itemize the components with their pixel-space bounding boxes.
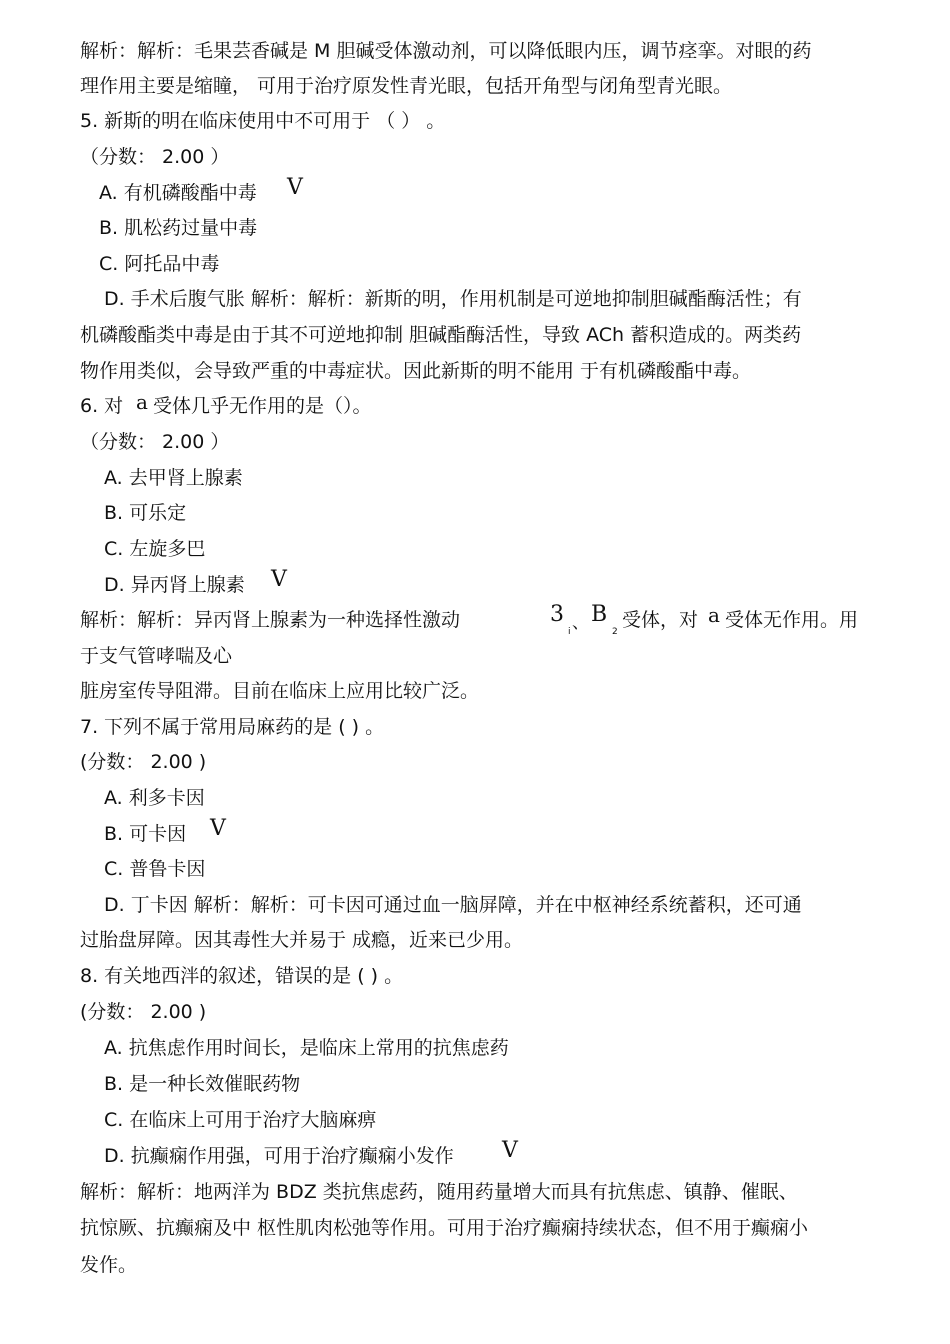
q4-analysis-line-1: 解析：解析：毛果芸香碱是 M 胆碱受体激动剂，可以降低眼内压，调节痉挛。对眼的药 — [80, 40, 812, 62]
q7-correct-mark: V — [210, 816, 226, 841]
q6-analysis-line-3: 脏房室传导阻滞。目前在临床上应用比较广泛。 — [80, 680, 480, 702]
q6-option-c: C. 左旋多巴 — [104, 538, 206, 560]
q6-option-b: B. 可乐定 — [104, 502, 187, 524]
q7-option-d-analysis-line-1: D. 丁卡因 解析：解析：可卡因可通过血一脑屏障，并在中枢神经系统蓄积，还可通 — [104, 894, 802, 916]
q6-analysis-line-1-prefix: 解析：解析：异丙肾上腺素为一种选择性激动 — [80, 609, 461, 631]
q5-correct-mark: V — [287, 175, 303, 200]
q5-option-d-analysis-line-1: D. 手术后腹气胀 解析：解析：新斯的明，作用机制是可逆地抑制胆碱酯酶活性；有 — [104, 288, 802, 310]
q6-score: （分数： 2.00 ） — [80, 431, 230, 453]
q6-correct-mark: V — [271, 567, 287, 592]
q8-option-a: A. 抗焦虑作用时间长，是临床上常用的抗焦虑药 — [104, 1037, 509, 1059]
q6-analysis-line-1-mid: 受体，对 — [622, 609, 699, 631]
q7-analysis-line-2: 过胎盘屏障。因其毒性大并易于 成瘾，近来已少用。 — [80, 929, 524, 951]
q6-beta2-subscript: 2 — [612, 627, 618, 637]
q6-beta-separator: 、 — [572, 613, 589, 633]
q6-question-suffix: 受体几乎无作用的是（）。 — [153, 395, 372, 417]
q8-option-b: B. 是一种长效催眠药物 — [104, 1073, 301, 1095]
q7-option-c: C. 普鲁卡因 — [104, 858, 206, 880]
q6-option-a: A. 去甲肾上腺素 — [104, 467, 243, 489]
q8-analysis-line-1: 解析：解析：地两洋为 BDZ 类抗焦虑药，随用药量增大而具有抗焦虑、镇静、催眠、 — [80, 1181, 798, 1203]
q6-analysis-line-2: 于支气管哮喘及心 — [80, 645, 233, 667]
q5-question: 5. 新斯的明在临床使用中不可用于 （ ） 。 — [80, 110, 446, 132]
q8-option-c: C. 在临床上可用于治疗大脑麻痹 — [104, 1109, 377, 1131]
q5-analysis-line-3: 物作用类似，会导致严重的中毒症状。因此新斯的明不能用 于有机磷酸酯中毒。 — [80, 360, 752, 382]
q8-score: (分数： 2.00 ) — [80, 1001, 207, 1023]
q5-option-c: C. 阿托品中毒 — [99, 253, 220, 275]
q6-beta2-symbol: B — [591, 602, 608, 627]
q8-correct-mark: V — [502, 1138, 518, 1163]
q4-analysis-line-2: 理作用主要是缩瞳， 可用于治疗原发性青光眼，包括开角型与闭角型青光眼。 — [80, 75, 733, 97]
q7-score: (分数： 2.00 ) — [80, 751, 207, 773]
q7-option-b: B. 可卡因 — [104, 823, 187, 845]
q6-option-d: D. 异丙肾上腺素 — [104, 574, 245, 596]
q7-question: 7. 下列不属于常用局麻药的是 ( ) 。 — [80, 716, 385, 738]
q5-score: （分数： 2.00 ） — [80, 146, 230, 168]
q6-question-prefix: 6. 对 — [80, 395, 124, 417]
q8-option-d: D. 抗癫痫作用强，可用于治疗癫痫小发作 — [104, 1145, 454, 1167]
q6-beta1-symbol: 3 — [550, 602, 564, 627]
q6-alpha-symbol: a — [136, 390, 148, 414]
q8-question: 8. 有关地西泮的叙述，错误的是 ( ) 。 — [80, 965, 404, 987]
q8-analysis-line-3: 发作。 — [80, 1254, 138, 1276]
q5-option-b: B. 肌松药过量中毒 — [99, 217, 258, 239]
q5-option-a: A. 有机磷酸酯中毒 — [99, 182, 257, 204]
q6-beta1-subscript: i — [568, 627, 571, 637]
q8-analysis-line-2: 抗惊厥、抗癫痫及中 枢性肌肉松弛等作用。可用于治疗癫痫持续状态，但不用于癫痫小 — [80, 1217, 809, 1239]
q6-alpha-symbol-2: a — [708, 603, 720, 627]
q6-analysis-line-1-suffix: 受体无作用。用 — [725, 609, 859, 631]
q7-option-a: A. 利多卡因 — [104, 787, 205, 809]
q5-analysis-line-2: 机磷酸酯类中毒是由于其不可逆地抑制 胆碱酯酶活性，导致 ACh 蓄积造成的。两类药 — [80, 324, 802, 346]
